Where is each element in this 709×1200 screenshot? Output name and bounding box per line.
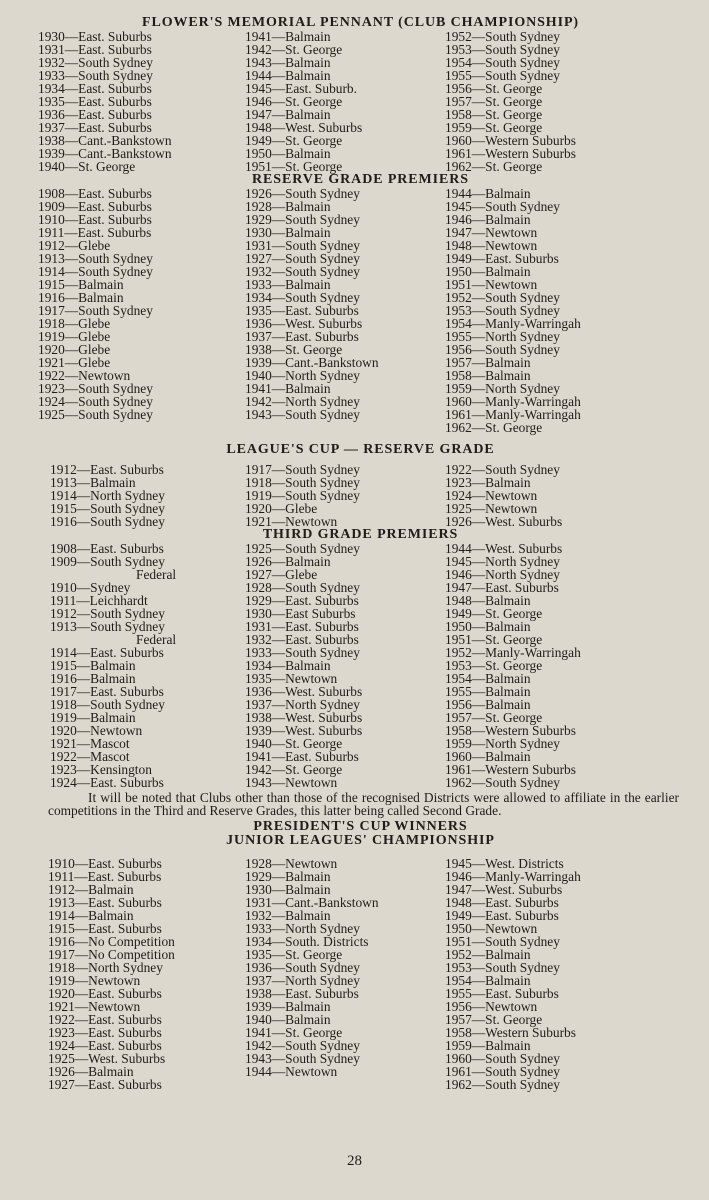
result-entry: 1924—South Sydney [38,394,153,409]
result-entry: 1961—South Sydney [445,1064,560,1079]
result-entry: 1917—No Competition [48,947,175,962]
result-entry: 1922—Mascot [50,749,130,764]
result-entry: 1912—Balmain [48,882,134,897]
result-entry: 1938—East. Suburbs [245,986,359,1001]
result-entry: 1918—South Sydney [50,697,165,712]
result-entry: 1947—East. Suburbs [445,580,559,595]
result-entry: 1951—South Sydney [445,934,560,949]
result-entry: 1914—East. Suburbs [50,645,164,660]
result-entry: 1913—East. Suburbs [48,895,162,910]
result-entry: 1946—St. George [245,94,343,109]
result-entry: 1918—North Sydney [48,960,163,975]
results-column [38,187,245,434]
result-entry: 1940—St. George [38,159,136,174]
result-entry: 1943—South Sydney [245,407,360,422]
result-entry: 1955—South Sydney [445,68,560,83]
section-reserve-grade-premiers [38,173,683,434]
result-entry: 1915—East. Suburbs [48,921,162,936]
result-entry: 1951—Newtown [445,277,538,292]
result-entry: 1935—East. Suburbs [38,94,152,109]
result-entry: 1942—South Sydney [245,1038,360,1053]
result-entry: 1937—East. Suburbs [245,329,359,344]
result-entry: 1924—Newtown [445,488,538,503]
result-entry: 1947—Newtown [445,225,538,240]
results-columns [38,30,683,173]
result-entry: 1961—Manly-Warringah [445,407,581,422]
result-entry: 1919—Glebe [38,329,111,344]
result-entry: 1947—Balmain [245,107,331,122]
result-entry: 1923—South Sydney [38,381,153,396]
result-entry: 1922—South Sydney [445,462,560,477]
result-entry: 1945—South Sydney [445,199,560,214]
result-entry: 1921—Newtown [48,999,141,1014]
result-entry: 1960—Balmain [445,749,531,764]
result-entry: 1916—Balmain [50,671,136,686]
result-entry: 1946—North Sydney [445,567,560,582]
results-column [245,187,445,434]
result-entry: 1940—Balmain [245,1012,331,1027]
result-entry: 1927—Glebe [245,567,318,582]
result-entry: 1944—West. Suburbs [445,541,563,556]
results-columns [38,542,683,789]
result-entry: 1948—East. Suburbs [445,895,559,910]
result-entry: 1915—South Sydney [50,501,165,516]
result-entry: 1915—Balmain [50,658,136,673]
result-entry: 1952—Manly-Warringah [445,645,581,660]
result-entry: 1928—Balmain [245,199,331,214]
result-entry: 1943—Newtown [245,775,338,790]
result-entry: 1929—South Sydney [245,212,360,227]
results-columns [38,187,683,434]
result-entry: 1934—South Sydney [245,290,360,305]
result-entry: 1948—Newtown [445,238,538,253]
result-entry: 1914—Balmain [48,908,134,923]
result-entry: 1930—East. Suburbs [38,29,152,44]
result-entry: 1920—Glebe [38,342,111,357]
result-entry: 1960—Western Suburbs [445,133,576,148]
result-entry: 1953—South Sydney [445,960,560,975]
result-entry: 1930—East Suburbs [245,606,356,621]
result-entry: 1931—Cant.-Bankstown [245,895,379,910]
results-column [445,463,675,528]
result-entry: 1949—St. George [445,606,543,621]
result-entry: 1937—East. Suburbs [38,120,152,135]
result-entry: 1953—South Sydney [445,42,560,57]
result-entry: 1952—South Sydney [445,290,560,305]
result-entry: 1945—North Sydney [445,554,560,569]
result-entry: 1950—Balmain [245,146,331,161]
result-entry: 1917—South Sydney [245,462,360,477]
result-entry: 1942—St. George [245,42,343,57]
results-column [445,542,675,789]
result-entry: 1912—East. Suburbs [50,462,164,477]
section-presidents-cup-winners [38,820,683,1091]
result-entry: 1958—St. George [445,107,543,122]
result-entry: 1935—St. George [245,947,343,962]
result-entry: 1928—Newtown [245,856,338,871]
results-columns [38,857,683,1091]
section-title: LEAGUE'S CUP — RESERVE GRADE [226,442,495,457]
results-column [245,30,445,173]
result-entry: 1932—South Sydney [38,55,153,70]
result-entry: 1957—St. George [445,1012,543,1027]
result-entry: 1947—West. Suburbs [445,882,563,897]
result-entry: 1941—Balmain [245,29,331,44]
results-column [445,30,675,173]
result-entry: 1937—North Sydney [245,973,360,988]
result-entry: 1919—South Sydney [245,488,360,503]
result-entry: 1946—Balmain [445,212,531,227]
result-entry: 1956—South Sydney [445,342,560,357]
affiliation-note: It will be noted that Clubs other than those of the recognised Districts were allowed to affiliate in the earlier competitions in the Third and Reserve Grades, this latter being called Second Grade. [48,790,679,818]
result-entry: 1937—North Sydney [245,697,360,712]
result-entry: 1909—East. Suburbs [38,199,152,214]
result-entry: 1942—St. George [245,762,343,777]
result-entry: 1925—South Sydney [245,541,360,556]
result-entry: 1949—St. George [245,133,343,148]
result-entry: 1934—Balmain [245,658,331,673]
results-column [245,463,445,528]
result-entry: 1956—St. George [445,81,543,96]
result-entry: 1949—East. Suburbs [445,251,559,266]
result-entry: 1936—South Sydney [245,960,360,975]
result-entry: 1924—East. Suburbs [50,775,164,790]
result-entry: 1953—St. George [445,658,543,673]
result-entry: 1933—South Sydney [245,645,360,660]
result-entry: 1959—St. George [445,120,543,135]
page-number: 28 [347,1153,362,1169]
result-entry: 1929—Balmain [245,869,331,884]
result-entry: 1923—East. Suburbs [48,1025,162,1040]
result-entry: 1962—St. George [445,159,543,174]
result-entry: 1934—South. Districts [245,934,369,949]
result-entry: 1944—Balmain [445,186,531,201]
result-entry: 1936—West. Suburbs [245,316,363,331]
result-entry: 1951—St. George [445,632,543,647]
result-entry: 1940—North Sydney [245,368,360,383]
results-columns [38,463,683,528]
result-entry: 1957—St. George [445,94,543,109]
result-entry: 1941—St. George [245,1025,343,1040]
result-entry: 1954—South Sydney [445,55,560,70]
result-entry: 1960—South Sydney [445,1051,560,1066]
result-entry: 1955—East. Suburbs [445,986,559,1001]
result-entry: 1961—Western Suburbs [445,762,576,777]
section-subtitle: JUNIOR LEAGUES' CHAMPIONSHIP [226,833,495,848]
result-entry: 1949—East. Suburbs [445,908,559,923]
result-entry: 1925—Newtown [445,501,538,516]
section-title: THIRD GRADE PREMIERS [262,527,459,542]
result-entry: 1921—Glebe [38,355,111,370]
section-leagues-cup-reserve-grade [38,443,683,528]
result-entry: 1960—Manly-Warringah [445,394,581,409]
result-entry: 1939—Cant.-Bankstown [38,146,172,161]
results-column [445,857,675,1091]
result-entry: 1923—Kensington [50,762,152,777]
result-entry: 1926—Balmain [245,554,331,569]
result-entry: 1940—St. George [245,736,343,751]
result-entry: 1958—Western Suburbs [445,1025,576,1040]
result-entry: 1933—South Sydney [38,68,153,83]
result-entry: 1957—St. George [445,710,543,725]
result-entry: 1922—Newtown [38,368,131,383]
result-entry: 1927—South Sydney [245,251,360,266]
section-flowers-memorial-pennant [38,16,683,173]
result-entry: 1920—Glebe [245,501,318,516]
result-entry: 1952—South Sydney [445,29,560,44]
section-title: RESERVE GRADE PREMIERS [252,172,469,187]
result-entry: 1935—Newtown [245,671,338,686]
result-entry: 1954—Balmain [445,671,531,686]
result-entry: 1910—Sydney [50,580,131,595]
result-entry: 1913—Balmain [50,475,136,490]
result-entry: 1936—East. Suburbs [38,107,152,122]
result-entry: 1916—South Sydney [50,514,165,529]
result-entry: 1950—Newtown [445,921,538,936]
result-entry: 1925—South Sydney [38,407,153,422]
result-entry: 1918—Glebe [38,316,111,331]
result-entry: 1962—St. George [445,420,543,435]
result-entry: 1939—Balmain [245,999,331,1014]
result-entry: 1941—Balmain [245,381,331,396]
result-entry: 1917—South Sydney [38,303,153,318]
result-entry: 1919—Balmain [50,710,136,725]
result-entry: 1931—East. Suburbs [245,619,359,634]
result-entry: 1952—Balmain [445,947,531,962]
result-entry: 1938—West. Suburbs [245,710,363,725]
results-column [445,187,675,434]
result-entry: 1928—South Sydney [245,580,360,595]
result-entry: 1932—Balmain [245,908,331,923]
result-entry: 1929—East. Suburbs [245,593,359,608]
result-entry: 1941—East. Suburbs [245,749,359,764]
result-entry-federal: Federal [136,567,177,582]
result-entry: 1926—Balmain [48,1064,134,1079]
result-entry: 1931—South Sydney [245,238,360,253]
result-entry: 1958—Western Suburbs [445,723,576,738]
result-entry: 1923—Balmain [445,475,531,490]
result-entry: 1924—East. Suburbs [48,1038,162,1053]
result-entry: 1921—Mascot [50,736,130,751]
result-entry: 1961—Western Suburbs [445,146,576,161]
result-entry: 1918—South Sydney [245,475,360,490]
result-entry: 1955—Balmain [445,684,531,699]
result-entry: 1942—North Sydney [245,394,360,409]
result-entry: 1948—Balmain [445,593,531,608]
result-entry: 1910—East. Suburbs [48,856,162,871]
result-entry: 1920—Newtown [50,723,143,738]
result-entry: 1919—Newtown [48,973,141,988]
result-entry: 1911—East. Suburbs [38,225,152,240]
result-entry: 1925—West. Suburbs [48,1051,166,1066]
result-entry: 1912—South Sydney [50,606,165,621]
result-entry: 1962—South Sydney [445,1077,560,1092]
result-entry: 1911—East. Suburbs [48,869,162,884]
result-entry: 1917—East. Suburbs [50,684,164,699]
result-entry: 1921—Newtown [245,514,338,529]
result-entry: 1957—Balmain [445,355,531,370]
result-entry: 1920—East. Suburbs [48,986,162,1001]
section-title: PRESIDENT'S CUP WINNERS [253,819,468,834]
result-entry: 1911—Leichhardt [50,593,148,608]
results-column [245,542,445,789]
result-entry: 1908—East. Suburbs [50,541,164,556]
result-entry: 1936—West. Suburbs [245,684,363,699]
results-column [38,30,245,173]
result-entry: 1927—East. Suburbs [48,1077,162,1092]
result-entry: 1934—East. Suburbs [38,81,152,96]
result-entry: 1956—Balmain [445,697,531,712]
result-entry: 1954—Balmain [445,973,531,988]
result-entry: 1954—Manly-Warringah [445,316,581,331]
result-entry: 1944—Newtown [245,1064,338,1079]
result-entry: 1932—South Sydney [245,264,360,279]
result-entry: 1915—Balmain [38,277,124,292]
result-entry: 1933—Balmain [245,277,331,292]
results-column [245,857,445,1091]
result-entry: 1950—Balmain [445,264,531,279]
result-entry: 1946—Manly-Warringah [445,869,581,884]
result-entry: 1953—South Sydney [445,303,560,318]
results-column [38,857,245,1091]
result-entry: 1962—South Sydney [445,775,560,790]
result-entry: 1914—South Sydney [38,264,153,279]
result-entry: 1958—Balmain [445,368,531,383]
result-entry: 1945—East. Suburb. [245,81,357,96]
section-title: FLOWER'S MEMORIAL PENNANT (CLUB CHAMPIONSHIP) [142,15,579,30]
result-entry: 1908—East. Suburbs [38,186,152,201]
result-entry: 1913—South Sydney [50,619,165,634]
result-entry: 1950—Balmain [445,619,531,634]
result-entry: 1939—West. Suburbs [245,723,363,738]
results-column [38,463,245,528]
result-entry: 1916—Balmain [38,290,124,305]
result-entry: 1956—Newtown [445,999,538,1014]
result-entry: 1959—Balmain [445,1038,531,1053]
result-entry: 1931—East. Suburbs [38,42,152,57]
result-entry: 1930—Balmain [245,882,331,897]
result-entry: 1933—North Sydney [245,921,360,936]
result-entry: 1945—West. Districts [445,856,564,871]
result-entry: 1914—North Sydney [50,488,165,503]
result-entry: 1910—East. Suburbs [38,212,152,227]
result-entry: 1916—No Competition [48,934,175,949]
result-entry: 1926—South Sydney [245,186,360,201]
result-entry: 1943—Balmain [245,55,331,70]
result-entry: 1939—Cant.-Bankstown [245,355,379,370]
result-entry: 1959—North Sydney [445,736,560,751]
result-entry: 1932—East. Suburbs [245,632,359,647]
result-entry: 1938—St. George [245,342,343,357]
result-entry: 1948—West. Suburbs [245,120,363,135]
result-entry: 1943—South Sydney [245,1051,360,1066]
result-entry: 1913—South Sydney [38,251,153,266]
result-entry: 1959—North Sydney [445,381,560,396]
result-entry: 1935—East. Suburbs [245,303,359,318]
result-entry-federal: Federal [136,632,177,647]
result-entry: 1955—North Sydney [445,329,560,344]
result-entry: 1951—St. George [245,159,343,174]
result-entry: 1909—South Sydney [50,554,165,569]
result-entry: 1944—Balmain [245,68,331,83]
results-column [38,542,245,789]
result-entry: 1922—East. Suburbs [48,1012,162,1027]
section-third-grade-premiers [38,528,683,817]
result-entry: 1926—West. Suburbs [445,514,563,529]
result-entry: 1938—Cant.-Bankstown [38,133,172,148]
result-entry: 1912—Glebe [38,238,111,253]
result-entry: 1930—Balmain [245,225,331,240]
